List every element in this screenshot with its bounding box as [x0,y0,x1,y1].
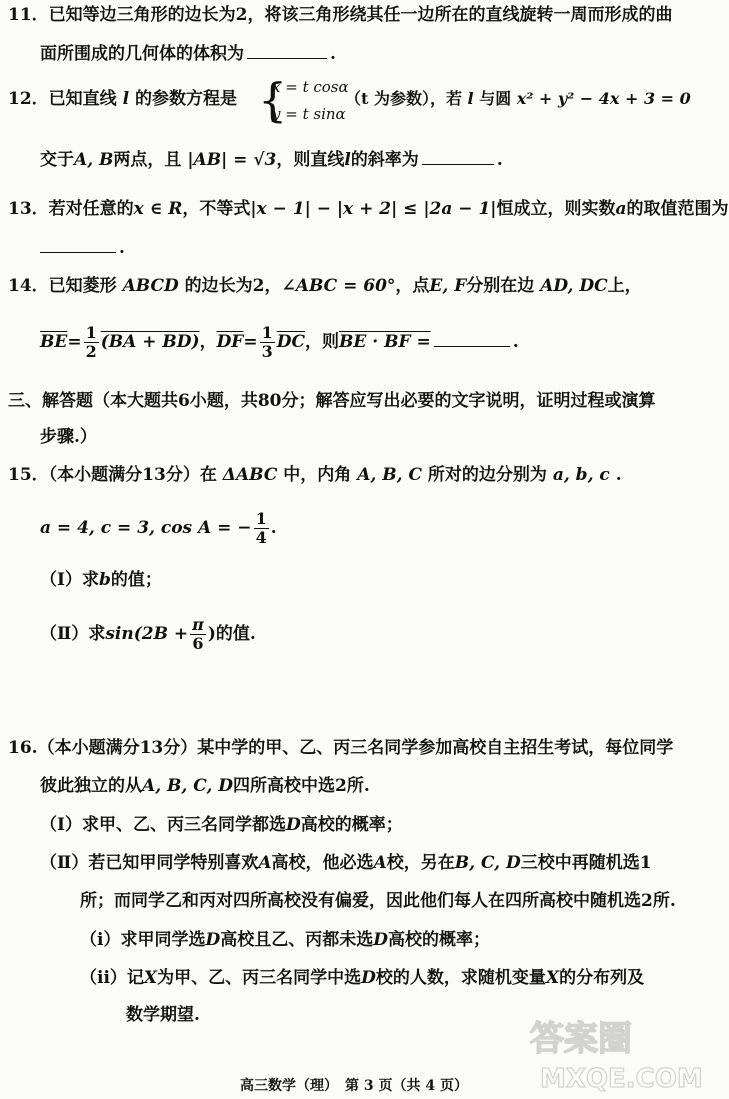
q12-text-post: 与圆 [479,89,512,108]
q15-frac [254,510,269,547]
q16-i-b: 高校且乙、丙都未选 [220,930,374,950]
section3-heading: 三、解答题（本大题共6小题，共80分；解答应写出必要的文字说明，证明过程或演算 [8,391,656,411]
q15-line1 [8,463,622,487]
q14-vec-DC: $\overline{DC}$ [276,332,306,352]
q14-vec-DF: $\overline{DF}$ [216,332,244,352]
q14-sides: AD, DC [540,276,608,296]
q16-i-c: 高校的概率； [387,930,490,950]
q12-text-mid: 的参数方程是 [134,89,237,109]
q13-text-pre: 若对任意的 [48,199,134,219]
q16-D-4: D [361,968,376,988]
q12-l-3: l [344,150,351,170]
q15-text-post: 所对的边分别为 [427,465,547,485]
q16-line1 [8,736,673,760]
q16-D-1: D [285,815,301,835]
q16-part2-a: （Ⅱ）若已知甲同学特别喜欢 [40,853,259,873]
q16-part1-b: 高校的概率； [300,815,403,835]
q11-answer-blank [247,42,327,59]
q14-text-post: ，点 [395,276,430,296]
q15-dot: . [615,465,622,485]
q16-text-1: （本小题满分13分）某中学的甲、乙、丙三名同学参加高校自主招生考试，每位同学 [37,738,674,758]
q12-line1-right [345,87,691,111]
q14-line1 [8,274,642,298]
page-footer: 高三数学（理） 第 3 页（共 4 页） [240,1078,468,1094]
q14-line2 [40,322,519,362]
q15-number: 15． [8,465,49,485]
q15-sides: a, b, c [552,465,610,485]
q15-pi: π [192,615,204,634]
q15-given-end: . [270,518,277,538]
q14-third-num: 1 [261,323,273,342]
q13-a: a [615,199,627,219]
q16-text-2b: 四所高校中选2所. [233,776,370,796]
q12-points: A, B [74,150,114,170]
q14-angle: ∠ABC = 60° [281,276,396,296]
q15-triangle: ΔABC [222,465,278,485]
q16-BCD: B, C, D [454,853,521,873]
q13-number: 13． [8,199,49,219]
q15-part2 [40,614,256,654]
q15-text-mid: 中，内角 [283,465,352,485]
q14-vec-sum: (BA + BD) [100,332,200,352]
q12-eq2: y = t sinα [272,105,346,123]
q13-line1 [8,197,729,221]
q14-period: . [512,332,519,352]
q15-part1 [40,568,162,592]
q16-i-a: （i）求甲同学选 [80,930,206,950]
q16-ii-a: （ii）记 [80,968,144,988]
q16-X-1: X [143,968,158,988]
q14-text-mid: 的边长为2， [184,276,282,296]
q14-comma: ， [199,332,217,352]
q16-number: 16. [8,738,38,758]
section3-heading-2: 步骤.） [40,427,97,447]
q12-answer-blank [422,148,494,165]
q11-number: 11． [8,5,49,25]
q12-text-2a: 交于 [40,150,74,170]
q13-text-tail: 的取值范围为 [626,199,729,219]
q14-eq-1: = [67,332,82,352]
q12-l-2: l [467,89,474,108]
q12-text-pre: 已知直线 [48,89,117,109]
q14-half-den: 2 [85,342,97,361]
q16-sub-ii-line2: 数学期望. [126,1005,200,1025]
q14-text-then: ，则 [305,332,340,352]
q15-angles: A, B, C [357,465,422,485]
q16-sub-i [80,928,490,952]
q14-text-pre: 已知菱形 [48,276,117,296]
q14-third [260,324,275,361]
q16-part1 [40,813,403,837]
q14-half [84,324,99,361]
q13-domain: x ∈ R [133,199,183,219]
q16-part2 [40,851,652,875]
q12-abs-eq: |AB| = √3 [187,150,277,170]
q15-sin-expr: sin(2B + [105,624,189,644]
q13-inequality: |x − 1| − |x + 2| ≤ |2a − 1| [250,199,497,219]
q16-A-1: A [258,853,272,873]
q12-text-2c: ，则直线 [276,150,345,170]
q15-frac-num: 1 [255,509,267,528]
q15-text-1: （本小题满分13分）在 [48,465,217,485]
q15-part1-end: 的值； [110,570,162,590]
q14-number: 14． [8,276,49,296]
q16-part2-d: 三校中再随机选1 [520,853,652,873]
q12-line2 [40,148,503,172]
q16-schools: A, B, C, D [142,776,234,796]
q16-part2-c: 校，另在 [386,853,455,873]
q14-points: E, F [429,276,467,296]
q12-circle-eq: x² + y² − 4x + 3 = 0 [516,89,691,108]
q13-text-post: 恒成立，则实数 [496,199,616,219]
q12-text-2d: 的斜率为 [350,150,419,170]
q15-part1-text: （Ⅰ）求 [40,570,99,590]
q16-part2-b: 高校，他必选 [271,853,374,873]
q14-rhombus: ABCD [122,276,179,296]
q12-number: 12． [8,89,49,109]
q14-third-den: 3 [261,342,273,361]
q12-param-note: （t 为参数），若 [345,89,462,108]
q12-l: l [122,89,130,109]
q13-line2 [40,236,125,260]
q11-text-1: 已知等边三角形的边长为2，将该三角形绕其任一边所在的直线旋转一周而形成的曲 [48,5,673,25]
q12-eq1: x = t cosα [272,78,349,96]
q12-line1 [8,87,237,111]
q13-text-mid: ，不等式 [182,199,251,219]
q15-part2-end: )的值. [207,624,256,644]
q11-line1 [8,3,673,27]
q13-answer-blank [40,236,116,253]
q12-text-2b: 两点，且 [113,150,182,170]
q14-eq-2: = [243,332,258,352]
q14-dot-product: BE · BF = [339,332,431,352]
q14-vec-BE: $\overline{BE}$ [40,332,68,352]
q15-part2-text: （Ⅱ）求 [40,624,106,644]
q13-period: . [119,238,125,258]
q12-system-brace: { [258,73,288,127]
q11-line2 [40,42,336,66]
q16-part1-a: （Ⅰ）求甲、乙、丙三名同学都选 [40,815,286,835]
q14-text-tail2: 上， [607,276,642,296]
q14-half-num: 1 [85,323,97,342]
q16-ii-d: 的分布列及 [559,968,645,988]
q15-pi-frac [190,616,206,653]
q16-part2-line2: 所；而同学乙和丙对四所高校没有偏爱，因此他们每人在四所高校中随机选2所. [80,891,676,911]
q12-period: . [496,150,503,170]
q16-ii-c: 校的人数，求随机变量 [375,968,546,988]
q16-D-2: D [205,930,221,950]
q15-b: b [98,570,111,590]
q14-answer-blank [434,330,510,347]
q14-text-tail: 分别在边 [466,276,535,296]
q15-given [40,508,277,548]
q11-period: . [330,44,336,64]
q16-sub-ii [80,966,644,990]
svg-text:MXQE.COM: MXQE.COM [540,1064,703,1094]
q15-given-values: a = 4, c = 3, cos A = − [40,518,252,538]
q16-X-2: X [545,968,560,988]
q16-text-2a: 彼此独立的从 [40,776,142,796]
q15-six: 6 [192,634,204,653]
q16-line2 [40,774,370,798]
svg-text:答案圈: 答案圈 [530,1019,632,1059]
q11-text-2: 面所围成的几何体的体积为 [40,44,244,64]
q16-A-2: A [373,853,387,873]
q16-ii-b: 为甲、乙、丙三名同学中选 [157,968,362,988]
q16-D-3: D [373,930,388,950]
q15-frac-den: 4 [255,528,267,547]
